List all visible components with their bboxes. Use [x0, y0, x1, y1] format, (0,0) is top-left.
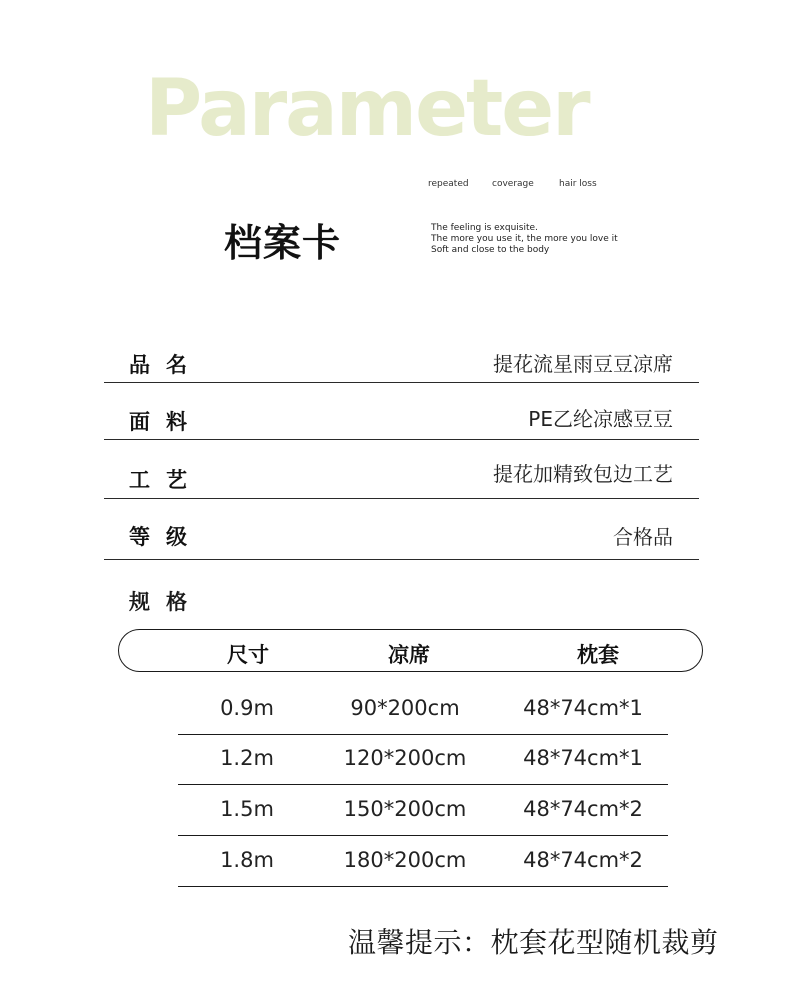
table-header	[118, 629, 703, 672]
tag-repeated: repeated	[428, 179, 469, 189]
table-cell: 48*74cm*1	[523, 746, 643, 770]
column-header: 枕套	[577, 643, 619, 667]
table-row	[178, 734, 668, 785]
table-cell: 120*200cm	[343, 746, 467, 770]
table-cell: 180*200cm	[343, 848, 467, 872]
param-value: 提花流星雨豆豆凉席	[493, 352, 673, 376]
param-row-name	[104, 340, 699, 383]
column-header: 凉席	[388, 643, 430, 667]
footnote: 温馨提示：枕套花型随机裁剪	[348, 926, 719, 959]
param-label: 等级	[129, 525, 203, 549]
table-cell: 48*74cm*2	[523, 848, 643, 872]
table-row	[178, 836, 668, 887]
param-value: PE乙纶凉感豆豆	[528, 407, 673, 431]
spec-label: 规格	[129, 590, 203, 614]
param-label: 工艺	[129, 468, 203, 492]
param-value: 提花加精致包边工艺	[493, 462, 673, 486]
table-cell: 150*200cm	[343, 797, 467, 821]
param-row-craft	[104, 455, 699, 499]
table-cell: 48*74cm*2	[523, 797, 643, 821]
param-label: 品名	[129, 353, 203, 377]
column-header: 尺寸	[227, 643, 269, 667]
blurb-line: The more you use it, the more you love it	[431, 234, 618, 244]
table-row	[178, 785, 668, 836]
tag-coverage: coverage	[492, 179, 534, 189]
table-cell: 48*74cm*1	[523, 696, 643, 720]
blurb-line: The feeling is exquisite.	[431, 223, 538, 233]
tag-row	[428, 179, 628, 191]
table-cell: 1.2m	[220, 746, 274, 770]
blurb-line: Soft and close to the body	[431, 245, 550, 255]
hero-title: Parameter	[145, 64, 589, 154]
blurb	[431, 223, 618, 256]
table-cell: 0.9m	[220, 696, 274, 720]
table-row	[178, 684, 668, 735]
param-row-fabric	[104, 397, 699, 440]
param-row-grade	[104, 516, 699, 560]
param-value: 合格品	[613, 525, 673, 549]
param-label: 面料	[129, 410, 203, 434]
table-cell: 1.5m	[220, 797, 274, 821]
table-cell: 90*200cm	[350, 696, 460, 720]
tag-hair-loss: hair loss	[559, 179, 597, 189]
table-cell: 1.8m	[220, 848, 274, 872]
page-title: 档案卡	[224, 221, 342, 265]
